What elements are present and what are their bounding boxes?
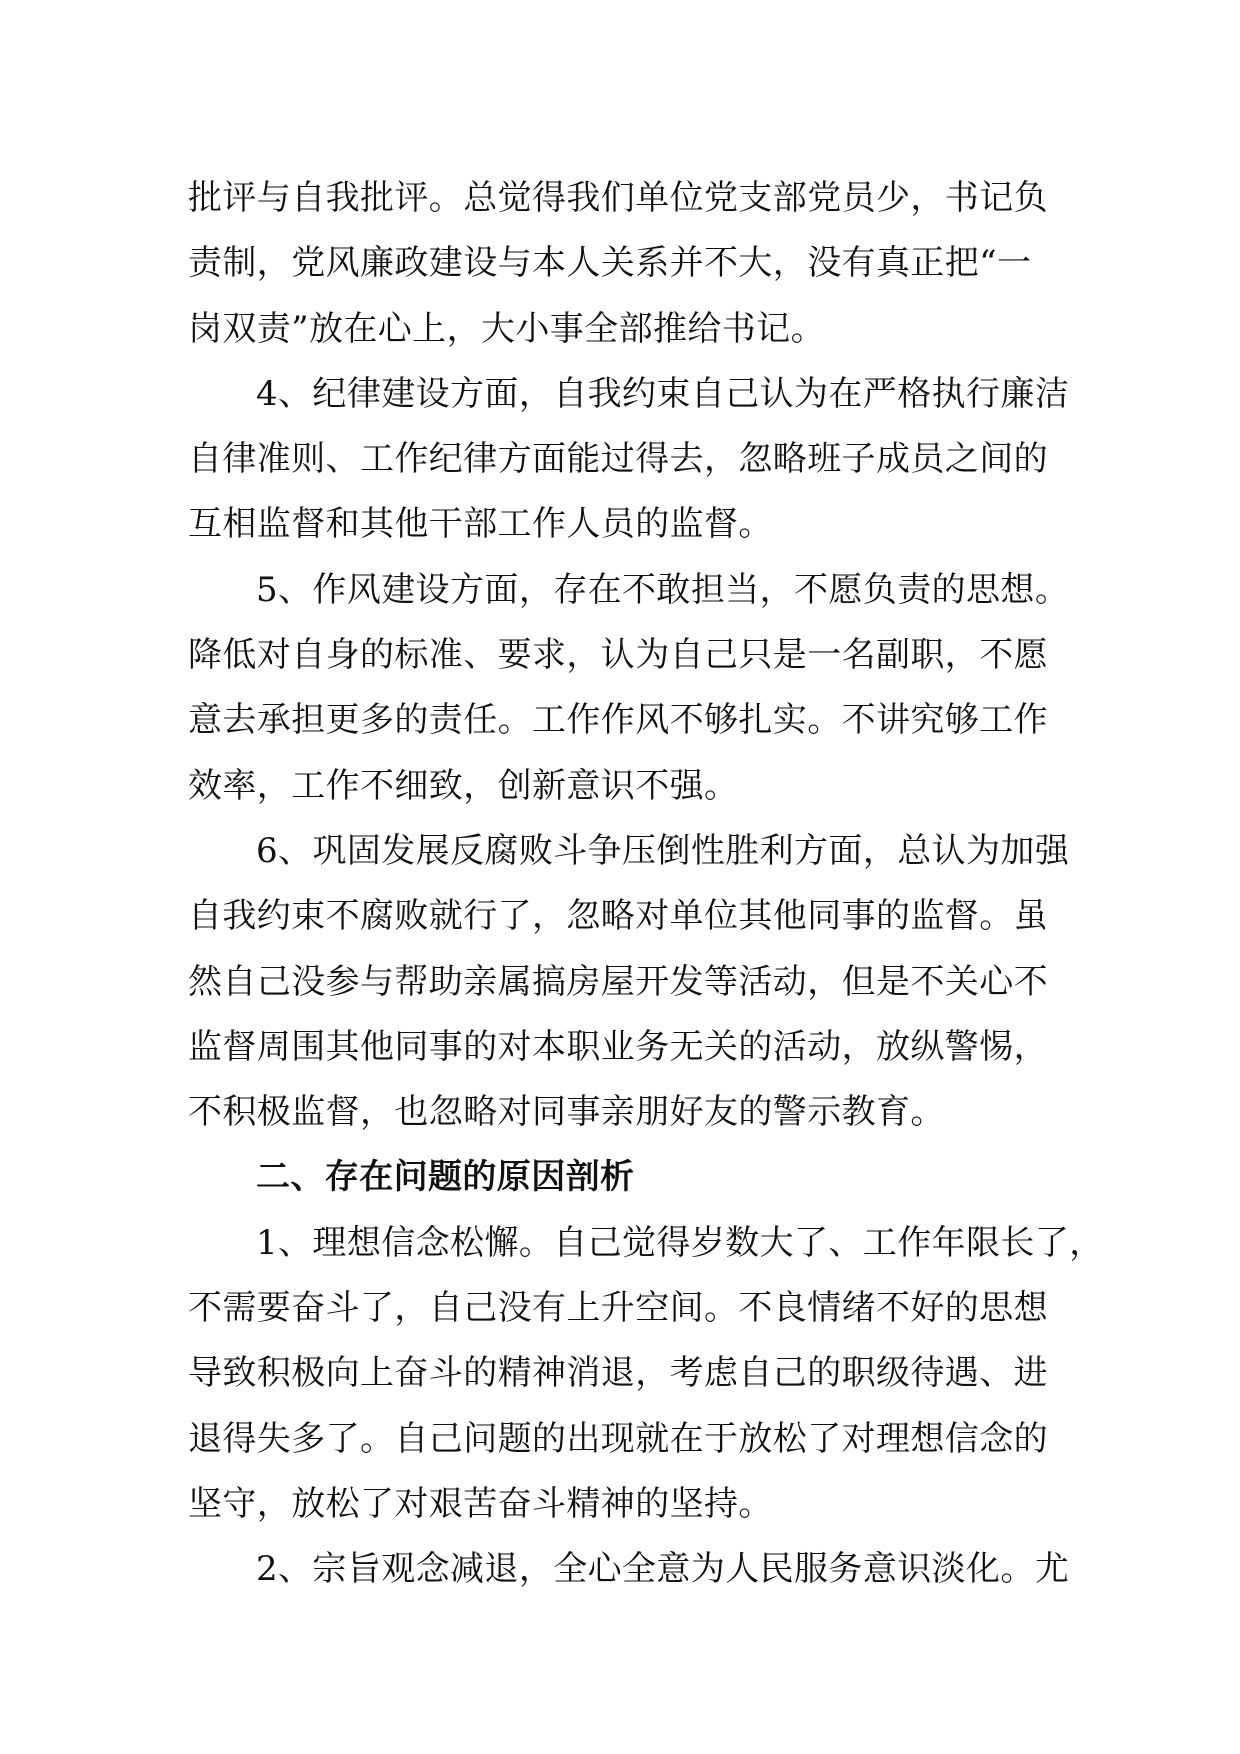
- text-line: 不积极监督，也忽略对同事亲朋好友的警示教育。: [188, 1092, 945, 1133]
- text-line: 监督周围其他同事的对本职业务无关的活动，放纵警惕，: [188, 1026, 1048, 1067]
- text-line: 批评与自我批评。总觉得我们单位党支部党员少，书记负: [188, 178, 1048, 218]
- text-line: 4、纪律建设方面，自我约束自己认为在严格执行廉洁: [256, 373, 1070, 414]
- text-line: 自律准则、工作纪律方面能过得去，忽略班子成员之间的: [188, 439, 1048, 480]
- section-heading: 二、存在问题的原因剖析: [256, 1157, 635, 1198]
- text-line: 退得失多了。自己问题的出现就在于放松了对理想信念的: [188, 1418, 1048, 1459]
- text-line: 效率，工作不细致，创新意识不强。: [188, 765, 739, 806]
- text-line: 自我约束不腐败就行了，忽略对单位其他同事的监督。虽: [188, 896, 1048, 937]
- text-line: 意去承担更多的责任。工作作风不够扎实。不讲究够工作: [188, 700, 1048, 741]
- text-line: 责制，党风廉政建设与本人关系并不大，没有真正把“一: [188, 243, 1032, 284]
- text-line: 降低对自身的标准、要求，认为自己只是一名副职，不愿: [188, 635, 1048, 676]
- text-line: 导致积极向上奋斗的精神消退，考虑自己的职级待遇、进: [188, 1353, 1048, 1394]
- text-line: 5、作风建设方面，存在不敢担当，不愿负责的思想。: [256, 569, 1070, 610]
- text-line: 不需要奋斗了，自己没有上升空间。不良情绪不好的思想: [188, 1288, 1048, 1329]
- text-line: 2、宗旨观念减退，全心全意为人民服务意识淡化。尤: [256, 1549, 1070, 1590]
- text-line: 1、理想信念松懈。自己觉得岁数大了、工作年限长了，: [256, 1222, 1104, 1263]
- text-line: 岗双责”放在心上，大小事全部推给书记。: [188, 308, 825, 349]
- text-line: 6、巩固发展反腐败斗争压倒性胜利方面，总认为加强: [256, 830, 1070, 871]
- text-line: 互相监督和其他干部工作人员的监督。: [188, 504, 773, 545]
- text-line: 坚守，放松了对艰苦奋斗精神的坚持。: [188, 1483, 773, 1524]
- document-body: [188, 166, 1104, 1603]
- text-line: 然自己没参与帮助亲属搞房屋开发等活动，但是不关心不: [188, 961, 1048, 1002]
